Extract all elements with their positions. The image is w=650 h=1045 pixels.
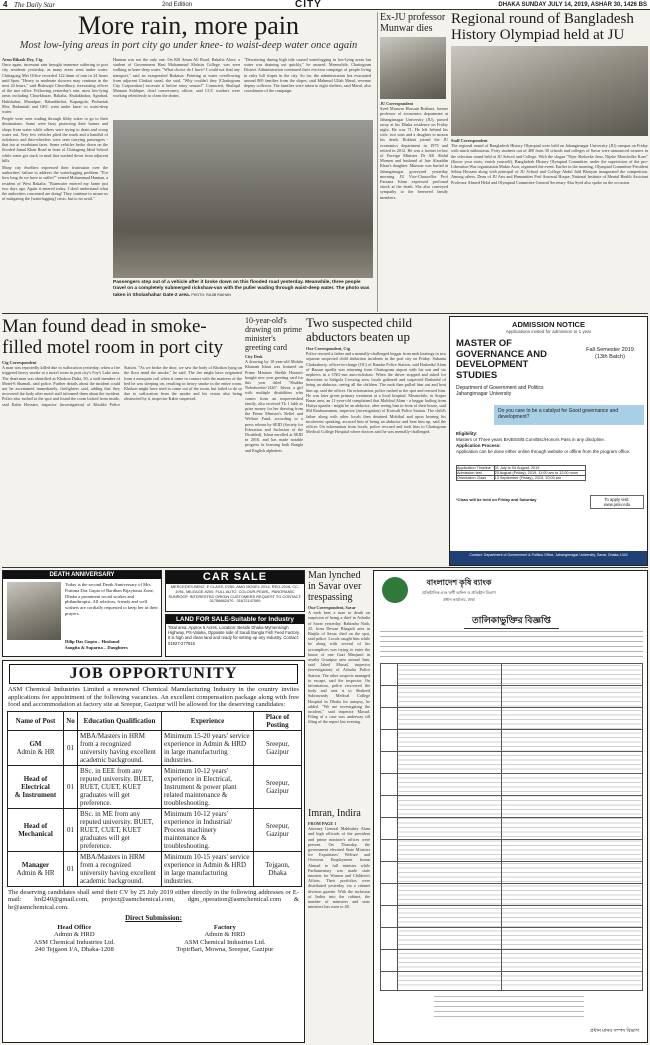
timeline-cell: Orientation Class [457, 476, 495, 481]
munwar-headline: Ex-JU professor Munwar dies [380, 12, 446, 34]
job-addresses [3, 924, 304, 954]
krishi-bank-notice [373, 570, 648, 1043]
drawing-headline: 10-year-old's drawing on prime minister's greeting card [245, 316, 302, 352]
job-header-cell: No [64, 711, 78, 730]
job-header-cell: Education Qualification [78, 711, 162, 730]
bank-division: প্রতিষ্ঠানিক এবং ঋণী অফিস ও প্রতিষ্ঠান বিভাগ [422, 590, 496, 595]
job-header-cell: Place of Posting [254, 711, 302, 730]
head-office-line: ASM Chemical Industries Ltd. [33, 938, 115, 946]
eligibility-label: Eligibility: [456, 431, 478, 436]
job-place: Sreepur, Gazipur [254, 730, 302, 765]
job-education: BSc. in EEE from any reputed university. BUET, RUET, CUET, KUET graduates will get preference. [78, 765, 162, 808]
job-education: BSc. in ME from any reputed university. BUET, RUET, CUET, KUET graduates will get preference. [78, 808, 162, 851]
job-intro: ASM Chemical Industries Limited a renowned Chemical Manufacturing Industry in the country invites applications for appointment of the following vacancies. An excellent compensation package along with free food and accommodation at factory site at Sreepur, Gazipur will be allowed for the deserving candidates: [8, 686, 299, 709]
olympiad-headline: Regional round of Bangladesh History Olympiad held at JU [451, 12, 634, 43]
lead-body-4: Hannan was not the only one. On KB Aman Ali Road, Bakalia Alore, a student of Government Hazi Mohammad Mohsin College, was seen walking in knee-deep water. "What choice do I have? I could not find any transport," said an exasperated Rukania. Pointing at water overflowing from adjacent Chaktai canal, she said, "Why couldn't they [Chattogram City Corporation] excavate it before rainy season?" Contacted, Shafiqul Mannan Siddique, chief conservancy officer, said CCC workers were working relentlessly to clean the drains. [113, 57, 240, 99]
job-apply-text: The deserving candidates shall send their CV by 25 July 2019 either directly in the following addresses or E-mail: hrd240@gmail.com, project@asmchemical.com, dgm_operation@asmchemical.com & hr@asmchemical.com. [8, 888, 299, 911]
drawing-body: A drawing by 10-year-old Mohita Khanam Ishrat was featured on Prime Minister Sheikh Hasina's bought new year greeting card for this year titled "Shubho Noboborsho-1426". Ishrat, a girl with multiple disabilities who comes from an impoverished family, also received Tk 1 lakh as prize money for her drawing from the Prime Minister's Relief and Welfare Fund, according to a press release by SEID (Society for Education and Inclusion of the Disabled). Ishrat enrolled at SEID in 2016, and has made notable progress in learning both Bangla and English alphabets. [245, 359, 303, 453]
lead-byline: Arun Bikash Dey, Ctg [2, 57, 43, 62]
factory-line: TopirBari, Mowna, Sreepur, Gazipur [176, 946, 274, 954]
edition-label: 2nd Edition [162, 2, 193, 8]
section-rule [2, 567, 648, 568]
man-dead-story [2, 316, 242, 566]
job-education: MBA/Masters in HRM from a recognized university having excellent academic background. [78, 730, 162, 765]
job-count: 01 [64, 730, 78, 765]
olympiad-body: The regional round of Bangladesh History Olympiad were held on Jahangirnagar University (JU) campus on Friday with much enthusiasm. Forty students out of 400 from 30 schools and colleges of Savar were announced winners in the selection round held at JU School and College. With the slogan "Nijer Shekorke Jano, Nijeke Moncholke Koro" (Know your roots, enrich yourself), Bangladesh History Olympiad Committee, under the supervision of the pro-Liberation War organisation Mukto Asor, organised the event. Earlier in the morning, Olympiad Committee President Selina Hossain along with principal of JU School and College Abdul Jalil Bhuiyan inaugurated the competition. Among others, Dean of JU Arts and Humanities Prof Anwarul Hoque, National Institute of Mental Health Assistant Professor Ahmed Helal and Olympiad Committee General Secretary Abu Syed also spoke on the occasion. [451, 143, 648, 185]
munwar-portrait [380, 37, 446, 99]
job-post-cell [8, 765, 64, 808]
admission-title: ADMISSION NOTICE [512, 320, 585, 329]
masthead [0, 0, 650, 10]
head-office-title: Head Office [57, 923, 92, 931]
krishi-intro-lines [380, 631, 643, 659]
imran-story [308, 808, 370, 1043]
imran-headline: Imran, Indira [308, 808, 361, 819]
man-dead-body: A man was reportedly killed due to suffocation yesterday, when a fire triggered heavy smoke at a motel room in port city's Foy's Lake area. The dead man was identified as Khokon Dulia, 50, a staff member of Motel-6 Shamali, said police. Further details about the incident could not be ascertained immediately, firefighters said, adding that they recovered the body after motel staff informed them about the incident. Police also rushed to the spot and found the room locked from inside, said Kabir Hossain, inspector (investigation) of Khulshi Police Station. "As we broke the door, we saw the body of Khokon lying on the floor amid the smoke," he said. The fire might have originated from a mosquito coil when it came in contact with the mattress of the bed he was sleeping on, resulting in heavy smoke in the entire room. Khokon might have tried to come out of the room, but failed to do so due to suffocation from the smoke and his vision also being obstructed by it, inspector Kabir suspected. [2, 365, 242, 407]
job-post: GM [29, 739, 42, 748]
olympiad-photo [451, 46, 648, 136]
job-post-dept: Admin & HR [16, 747, 55, 756]
savar-story [308, 570, 370, 805]
job-count: 01 [64, 851, 78, 886]
lead-photo [113, 120, 373, 278]
job-experience: Minimum 10-12 years' experience in Industrial/ Process machinery maintenance & troubleshooting. [162, 808, 254, 851]
paper-name: The Daily Star [14, 1, 56, 9]
land-sale-title: LAND FOR SALE-Suitable for Industry [166, 615, 304, 624]
job-table-header [8, 711, 302, 730]
job-post-cell [8, 730, 64, 765]
job-education: MBA/Masters in HRM from a recognized university having excellent academic background. [78, 851, 162, 886]
lead-body-3: Many city dwellers expressed their frustration over the authorities' failure to address the waterlogging problem. "For how long do we have to suffer?" vented Mohammad Hannan, a resident of West Bakalia. "Rainwater entered my home just two days ago. Again it entered today. I don't understand what the authorities concerned are doing! They continue to assure us of mitigating the [waterlogging] crisis, but to no avail." [2, 165, 108, 202]
job-count: 01 [64, 765, 78, 808]
job-row-mechanical [8, 808, 302, 851]
death-title: DEATH ANNIVERSARY [3, 571, 161, 579]
drawing-byline: City Desk [245, 354, 263, 359]
death-anniversary-ad [2, 570, 162, 657]
man-dead-headline: Man found dead in smoke-filled motel room in port city [2, 316, 224, 358]
death-signatory-2: Sangita & Suparna – Daughters [65, 645, 128, 650]
dateline: DHAKA SUNDAY JULY 14, 2019, ASHAR 30, 1426 BS [498, 2, 647, 8]
lead-subhead: Most low-lying areas in port city go under knee- to waist-deep water once again [19, 40, 358, 51]
lead-body-5: "Dewatering during high tide caused waterlogging in low-lying areas but water was draining out quickly," he assured. Meanwhile, Chattogram District Administration continued their eviction campaign of people living in risky hill slopes in the city. So far, the administration has evacuated around 800 families from the slopes, said Mahmud Ullah Marul, revenue deputy collector. The families were taken to eight shelters, said Marul, also coordinator of the campaign. [244, 57, 371, 94]
death-body: Today is the second Death Anniversary of Mrs. Pratima Das Gupta of Bardhan Bijaybasta Zone, Dhaka a prominent social worker and philanthropist. All relatives, friends and well wishers are cordially requested to keep her in their prayers. [65, 582, 158, 616]
factory-line: ASM Chemical Industries Ltd. [184, 938, 266, 946]
job-row-electrical [8, 765, 302, 808]
lead-body-2: People were seen wading through filthy water to go to their destinations. Some were busy protecting their homes and shops from water while others were trying to drain and scoop water out. Very few vehicles plied the roads and a handful of rickshaws and thin-wheelers were seen carrying passengers - that too at exorbitant fares. Some vehicles broke down on the flooded Jamal Khan Road in front of Chittagong Ideal School while some got stuck in mud that washed down from adjacent hills. [2, 116, 108, 163]
admission-footer [450, 551, 647, 565]
krishi-table-text [398, 665, 641, 987]
krishi-closing-lines [434, 996, 584, 1018]
lead-body-1: Once again, incessant rain brought immense suffering to port city residents yesterday, as many areas went under water. Chittagong Met Office recorded 122.4mm of rain in 24 hours until 6pm. "Heavy to moderate showers may continue in the next 24 hours," said Bishwajit Chowdhury, forecasting officer of the met office. Following yesterday's rain, most low-lying areas including Chawkbazar, Bakalia, Shulakbahar, Agrabad, Halishahar, Muradpur, Bahaddarhat, Kapasgola, Probartak Mor, Badamtali and GEC went under knee- to waist-deep water. [2, 62, 108, 115]
timeline-cell: 13 September (Friday), 2019, 10:00 am [494, 476, 585, 481]
job-opportunity-ad [2, 660, 305, 1043]
timeline-cell: 01 July to 04 August, 2019 [494, 466, 585, 471]
car-sale-ad [165, 570, 305, 612]
job-post: Head of Electrical [21, 774, 50, 791]
admission-tagline: Applications invited for admission to 1 year [505, 329, 592, 334]
job-experience: Minimum 10-15 years' service experience in Admin & HRD in large manufacturing industries. [162, 851, 254, 886]
job-experience: Minimum 15-20 years' service experience in Admin & HRD in large manufacturing industries. [162, 730, 254, 765]
lead-caption [113, 280, 373, 299]
lead-headline: More rain, more pain [78, 12, 299, 40]
program-line-1: MASTER OF [456, 338, 512, 349]
abductors-headline: Two suspected child abductors beaten up [306, 316, 412, 344]
olympiad-story [451, 12, 648, 312]
munwar-story [380, 12, 448, 312]
job-row-manager [8, 851, 302, 886]
man-dead-byline: Ctg Correspondent [2, 360, 37, 365]
job-post: Head of [23, 821, 48, 830]
lead-story [2, 12, 375, 312]
eligibility-text: Masters or Three years BA/BSS/B.Com/Bsc/Honors Pass in any discipline. [456, 436, 605, 442]
university-name: Jahangirnagar University [456, 391, 512, 397]
job-row-gm [8, 730, 302, 765]
procedure-text: Application can be done either online through website or offline from the program office. [456, 448, 631, 454]
bank-name: বাংলাদেশ কৃষি ব্যাংক [426, 578, 492, 587]
car-sale-body: MERCEDES-BENZ, E CLASS, E250, AMG MODEL 2014, REG-2016, CC-1991, MILEAGE-9200, FULL AUTO, COLOUR-PEARL, PANORAMIC SUNROOF. INTERESTED ORIGIN CUSTOMERS REQUEST TO CONTACT: 01756682470 , 01672147069 [168, 584, 302, 604]
job-post-dept: & Instrument [14, 790, 57, 799]
job-post-cell [8, 851, 64, 886]
job-experience: Minimum 10-12 years' experience in Electrical, Instrument & power plant related maintenance & troubleshooting. [162, 765, 254, 808]
savar-headline: Man lynched in Savar over trespassing [308, 570, 362, 603]
job-place: Tejgaon, Dhaka [254, 851, 302, 886]
savar-byline: Our Correspondent, Savar [308, 605, 356, 610]
abductors-body: Police rescued a father and a mentally-challenged beggar from mob beatings in two separate suspected child abduction incidents in the port city on Friday. Sukanta Chakraborty, officer-in-charge (OC) of Bandar Police Station, said Rashedul Alam of Bazaar upzilla was returning from Chattogram airport with his son and six nephews in a CNG-run auto-rickshaw. When the driver stopped and asked for directions in Saltgola Crossing area, locals gathered and suspected Rashedul of being an abductor, seeing all the children. The mob then pulled him out and beat him up, said the officer. On information, police rushed to the spot and rescued him. He was later given primary treatment at a local hospital. Meanwhile, in Sraper Bazar area, an 11-year-old complained that Mohibul Alam - a beggar hailing from Hatiya upazila - might be an abductor, after seeing him in front of their house, said Md Rouhuzzaman, inspector (investigation) of Kotwali Police Station. The child's father along with other locals then detained Mohibul and upon hearing his incoherent speaking, accused him of being an abductor and beat him up, said the officer. On information from locals, police rescued and took him to Chattogram Medical College Hospital where doctors said he was mentally-challenged. [306, 351, 446, 435]
munwar-body: Syed Munwar Hossain Bokhari, former professor of economics department at Jahangirnagar University (JU), passed away at his Dhaka residence on Friday night. He was 71. He left behind his wife, two sons and a daughter to mourn his death. Bokhari joined the JU economics department in 1975 and retired in 2012. He was a former in-law of Foreign Minister Dr AK Abdul Momen and husband of late Alauddin Khan's daughter. Munwar was buried at Jahangirnagar graveyard yesterday morning. JU Vice-Chancellor Prof Farzana Islam expressed profound shock at the death. She also conveyed sympathy to the bereaved family members. [380, 106, 448, 200]
job-header-cell: Name of Post [8, 711, 64, 730]
batch-label: (13th Batch) [595, 354, 625, 360]
department-name: Department of Government and Politics [456, 385, 544, 391]
job-post: Manager [21, 860, 50, 869]
semester-label: Fall Semester 2019 [586, 347, 634, 353]
krishi-notice-title: তালিকাভুক্তির বিজ্ঞপ্তি [464, 613, 559, 629]
program-line-3: DEVELOPMENT [456, 359, 529, 370]
timeline-row [457, 471, 586, 476]
section-name: CITY [295, 0, 322, 10]
admission-timeline-table [456, 465, 586, 481]
death-portrait [7, 582, 61, 640]
section-rule [2, 313, 648, 314]
program-name [456, 339, 556, 381]
head-office-address [34, 924, 115, 954]
class-note: *Class will be held on Friday and Saturday [456, 497, 537, 502]
timeline-cell: 23 August (Friday), 2019, 11:00 am to 12:00 noon [494, 471, 585, 476]
admission-footer-text: Contact: Department of Government & Politics Office, Jahangirnagar University, Savar, Dhaka-1342 [469, 553, 628, 557]
question-banner [494, 405, 644, 425]
job-submission-title: Direct Submission: [125, 913, 182, 922]
drawing-story [245, 316, 303, 566]
timeline-cell: Application Timeline [457, 466, 495, 471]
death-signatory-1: Dilip Das Gupta – Husband [65, 639, 120, 644]
job-post-cell [8, 808, 64, 851]
land-sale-body: Total area: Approx 5 Acres, Location: Beside Dhaka-Mymensingh Highway, PS-Valuka, Opposite side of Saudi Bangla Fish Feed Factory. It is high and clean land and ready for setting-up any Industry. Contact: 01927-277815 [168, 625, 300, 646]
head-office-line: 240 Tejgaon I/A, Dhaka-1208 [34, 946, 114, 954]
imran-byline: FROM PAGE 1 [308, 821, 337, 826]
question-text: Do you care to be a catalyst for Good governance and development? [498, 408, 619, 420]
program-line-4: STUDIES [456, 369, 498, 381]
apply-box [590, 495, 644, 509]
factory-address [176, 924, 273, 954]
page-number: 4 [3, 0, 8, 9]
column-divider [377, 12, 378, 312]
lead-photo-credit: PHOTO: RAJIB RAIHAN [191, 293, 231, 297]
abductors-byline: Our Correspondent, Ctg [306, 346, 350, 351]
timeline-cell: Admission test [457, 471, 495, 476]
job-place: Sreepur, Gazipur [254, 808, 302, 851]
savar-body: A mob beat a man to death on suspicion of being a thief in Ashulia of Savar yesterday. Babindra Nath, 25, from Dewan Bhagadi area in Binjila of Savar, died on the spot, said police. Locals caught him while he along with several of his accomplices was trying to enter the house of one Gazi Manjurul in nearby Gouripur area around 3am, said Jahed Masud, inspector (investigation) of Ashulia Police Station. The other suspects managed to escape, said the inspector. On information, police recovered the body and sent it to Shaheed Suhrawardy Medical College Hospital in Dhaka for autopsy, he added. "We are investigating the incident," said inspector Masud. Filing of a case was underway till filing of the report last evening. [308, 610, 370, 725]
job-table [7, 711, 302, 887]
job-header-cell: Experience [162, 711, 254, 730]
job-count: 01 [64, 808, 78, 851]
factory-line: Admin & HRD [204, 931, 246, 939]
abductors-story [306, 316, 446, 566]
apply-label: To apply visit: [604, 497, 630, 502]
lead-caption-text: Passengers step out of a vehicle after it broke down on this flooded road yesterday. Meanwhile, three people travel on a completely submerged rickshaw-van with the puller wading through waist-deep water. The photo was taken in Sholashahar Gate-2 area. [113, 280, 370, 298]
job-post-dept: Mechanical [18, 829, 53, 838]
krishi-footer: প্রধান মানব সম্পদ বিভাগ [589, 1029, 639, 1034]
job-title: JOB OPPORTUNITY [9, 664, 298, 684]
munwar-byline: JU Correspondent [380, 101, 414, 106]
procedure-label: Application Process: [456, 443, 501, 448]
semester-info [575, 347, 645, 361]
head-office-line: Admin & HRD [53, 931, 95, 939]
job-post-dept: Admin & HR [16, 868, 55, 877]
land-sale-ad [165, 614, 305, 657]
olympiad-byline: Staff Correspondent [451, 138, 488, 143]
job-place: Sreepur, Gazipur [254, 765, 302, 808]
bank-header [414, 577, 504, 604]
program-line-2: GOVERNANCE AND [456, 348, 547, 360]
bank-logo-icon [382, 577, 408, 603]
imran-body: Attorney General Mahbubey Alam and high officials of the president and prime minister's offices were present. On Thursday, the government elevated State Minister for Expatriates' Welfare and Overseas Employment Imran Ahmad to full minister while Parliamentary was made state minister for Women and Children's Affairs. Their portfolios were distributed yesterday via a cabinet division gazette. With the inclusion of Indira into the cabinet, the number of ministers and state ministers has risen to 48. [308, 826, 370, 910]
car-sale-title: CAR SALE [166, 571, 304, 584]
apply-link[interactable]: www.juniv.edu [603, 502, 631, 507]
admission-ad [449, 316, 648, 566]
bank-office: প্রধান কার্যালয়, ঢাকা [443, 597, 475, 602]
factory-title: Factory [213, 923, 236, 931]
timeline-row [457, 476, 586, 481]
